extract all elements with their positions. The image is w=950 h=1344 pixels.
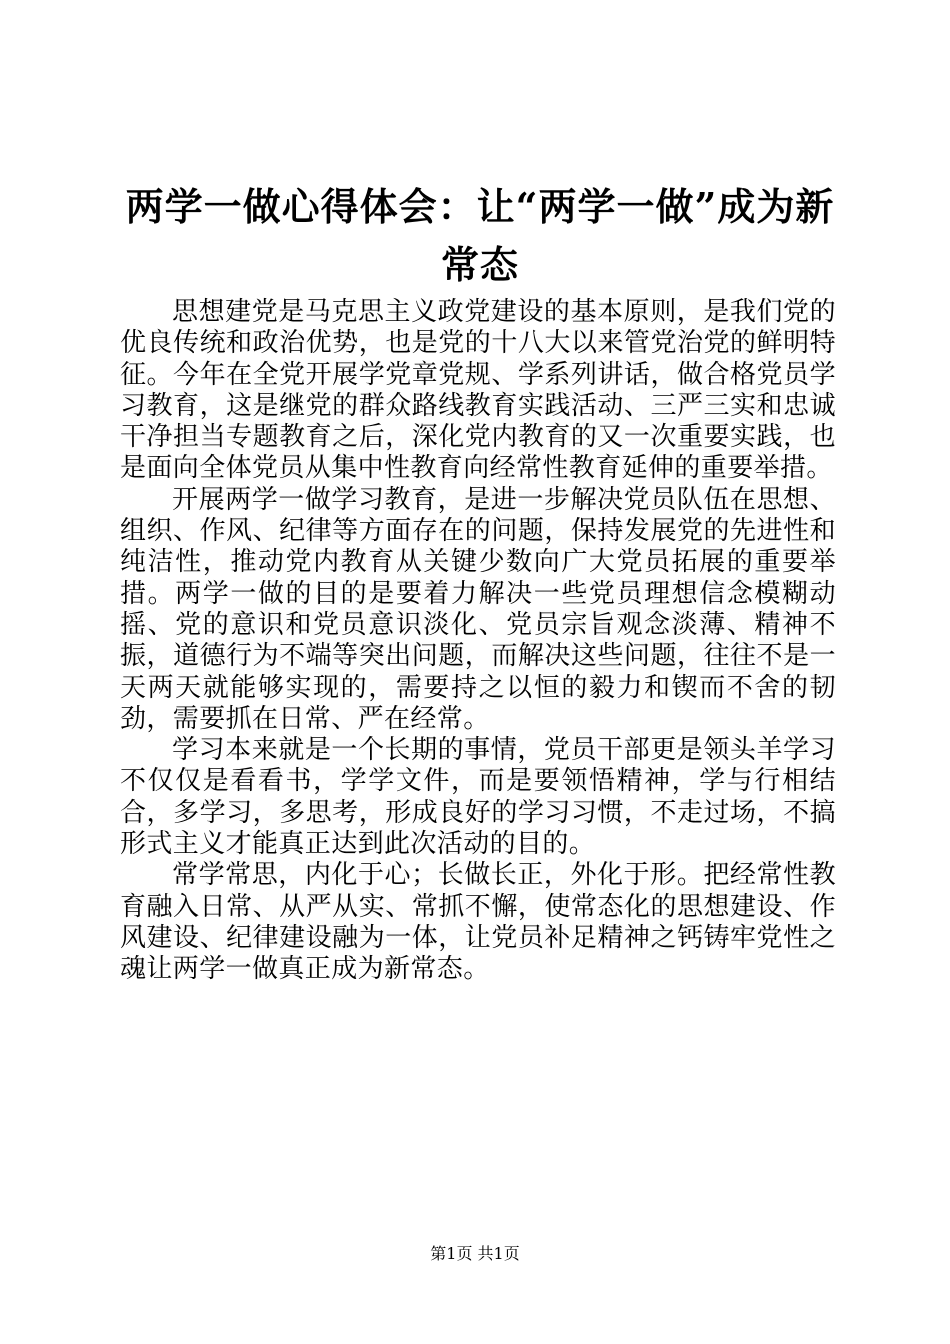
page-title: 两学一做心得体会：让“两学一做”成为新常态 <box>125 184 835 287</box>
paragraph-2: 开展两学一做学习教育，是进一步解决党员队伍在思想、组织、作风、纪律等方面存在的问题，保持发展党的先进性和纯洁性，推动党内教育从关键少数向广大党员拓展的重要举措。两学一做的目的是要着力解决一些党员理想信念模糊动摇、党的意识和党员意识淡化、党员宗旨观念淡薄、精神不振，道德行为不端等突出问题，而解决这些问题，往往不是一天两天就能够实现的，需要持之以恒的毅力和锲而不舍的韧劲，需要抓在日常、严在经常。 <box>120 484 836 734</box>
page-footer: 第1页 共1页 <box>430 1244 520 1263</box>
paragraph-3: 学习本来就是一个长期的事情，党员干部更是领头羊学习不仅仅是看看书，学学文件，而是要领悟精神，学与行相结合，多学习，多思考，形成良好的学习习惯，不走过场，不搞形式主义才能真正达到此次活动的目的。 <box>120 735 836 860</box>
paragraph-1: 思想建党是马克思主义政党建设的基本原则，是我们党的优良传统和政治优势，也是党的十八大以来管党治党的鲜明特征。今年在全党开展学党章党规、学系列讲话，做合格党员学习教育，这是继党的群众路线教育实践活动、三严三实和忠诚干净担当专题教育之后，深化党内教育的又一次重要实践，也是面向全体党员从集中性教育向经常性教育延伸的重要举措。 <box>120 297 836 484</box>
paragraph-4: 常学常思，内化于心；长做长正，外化于形。把经常性教育融入日常、从严从实、常抓不懈，使常态化的思想建设、作风建设、纪律建设融为一体，让党员补足精神之钙铸牢党性之魂让两学一做真正成为新常态。 <box>120 860 836 985</box>
document-body <box>120 297 836 986</box>
